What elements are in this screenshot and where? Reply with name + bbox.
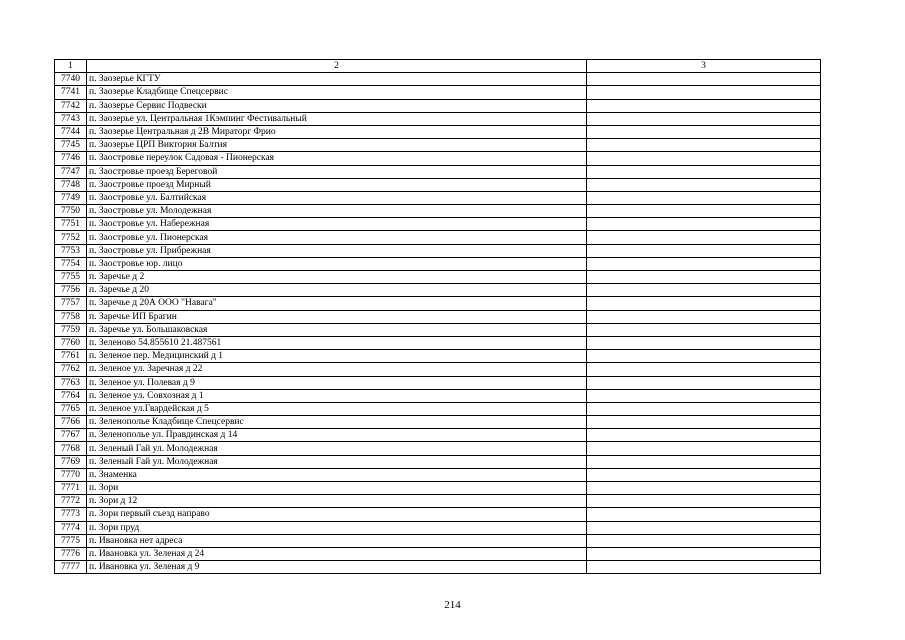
note-cell: [587, 86, 821, 99]
table-row: [55, 455, 821, 468]
row-number-cell: 7755: [55, 271, 87, 284]
address-cell: п. Зори первый съезд направо: [87, 508, 587, 521]
table-row: [55, 495, 821, 508]
table-row: [55, 534, 821, 547]
note-cell: [587, 218, 821, 231]
note-cell: [587, 416, 821, 429]
table-row: [55, 257, 821, 270]
row-number-cell: 7767: [55, 429, 87, 442]
table-row: [55, 561, 821, 574]
row-number-cell: 7757: [55, 297, 87, 310]
address-cell: п. Заостровье ул. Прибрежная: [87, 244, 587, 257]
address-cell: п. Зеленый Гай ул. Молодежная: [87, 442, 587, 455]
note-cell: [587, 244, 821, 257]
row-number-cell: 7760: [55, 336, 87, 349]
address-cell: п. Ивановка нет адреса: [87, 534, 587, 547]
table-row: [55, 218, 821, 231]
table-row: [55, 73, 821, 86]
row-number-cell: 7752: [55, 231, 87, 244]
note-cell: [587, 336, 821, 349]
table-row: [55, 547, 821, 560]
table-row: [55, 205, 821, 218]
address-cell: п. Зеленое пер. Медицинский д 1: [87, 350, 587, 363]
note-cell: [587, 139, 821, 152]
row-number-cell: 7770: [55, 468, 87, 481]
row-number-cell: 7756: [55, 284, 87, 297]
note-cell: [587, 350, 821, 363]
row-number-cell: 7768: [55, 442, 87, 455]
table-row: [55, 139, 821, 152]
column-header-2: 2: [87, 60, 587, 73]
note-cell: [587, 310, 821, 323]
table-row: [55, 165, 821, 178]
table-row: [55, 508, 821, 521]
row-number-cell: 7773: [55, 508, 87, 521]
address-cell: п. Заречье ул. Большаковская: [87, 323, 587, 336]
address-cell: п. Зеленово 54.855610 21.487561: [87, 336, 587, 349]
row-number-cell: 7772: [55, 495, 87, 508]
row-number-cell: 7754: [55, 257, 87, 270]
note-cell: [587, 455, 821, 468]
row-number-cell: 7753: [55, 244, 87, 257]
note-cell: [587, 99, 821, 112]
table-row: [55, 112, 821, 125]
address-cell: п. Зеленый Гай ул. Молодежная: [87, 455, 587, 468]
address-table: [54, 59, 821, 574]
row-number-cell: 7749: [55, 191, 87, 204]
row-number-cell: 7746: [55, 152, 87, 165]
column-header-3: 3: [587, 60, 821, 73]
note-cell: [587, 257, 821, 270]
note-cell: [587, 376, 821, 389]
table-row: [55, 231, 821, 244]
address-cell: п. Заостровье ул. Балтийская: [87, 191, 587, 204]
address-cell: п. Заостровье ул. Молодежная: [87, 205, 587, 218]
note-cell: [587, 363, 821, 376]
row-number-cell: 7771: [55, 482, 87, 495]
note-cell: [587, 178, 821, 191]
note-cell: [587, 284, 821, 297]
note-cell: [587, 495, 821, 508]
row-number-cell: 7741: [55, 86, 87, 99]
row-number-cell: 7758: [55, 310, 87, 323]
table-row: [55, 323, 821, 336]
table-row: [55, 363, 821, 376]
table-row: [55, 310, 821, 323]
row-number-cell: 7742: [55, 99, 87, 112]
table-row: [55, 271, 821, 284]
row-number-cell: 7759: [55, 323, 87, 336]
note-cell: [587, 125, 821, 138]
address-cell: п. Заречье ИП Брагин: [87, 310, 587, 323]
note-cell: [587, 468, 821, 481]
table-row: [55, 86, 821, 99]
address-cell: п. Зеленое ул.Гвардейская д 5: [87, 402, 587, 415]
address-cell: п. Зеленополье ул. Правдинская д 14: [87, 429, 587, 442]
table-row: [55, 297, 821, 310]
column-header-1: 1: [55, 60, 87, 73]
note-cell: [587, 73, 821, 86]
address-cell: п. Заостровье ул. Пионерская: [87, 231, 587, 244]
table-row: [55, 99, 821, 112]
row-number-cell: 7747: [55, 165, 87, 178]
table-row: [55, 350, 821, 363]
note-cell: [587, 402, 821, 415]
note-cell: [587, 323, 821, 336]
note-cell: [587, 165, 821, 178]
row-number-cell: 7769: [55, 455, 87, 468]
address-cell: п. Знаменка: [87, 468, 587, 481]
address-cell: п. Заозерье Сервис Подвески: [87, 99, 587, 112]
address-cell: п. Заостровье проезд Береговой: [87, 165, 587, 178]
row-number-cell: 7761: [55, 350, 87, 363]
table-row: [55, 482, 821, 495]
address-cell: п. Ивановка ул. Зеленая д 24: [87, 547, 587, 560]
address-cell: п. Зори пруд: [87, 521, 587, 534]
row-number-cell: 7745: [55, 139, 87, 152]
note-cell: [587, 389, 821, 402]
address-cell: п. Заостровье ул. Набережная: [87, 218, 587, 231]
address-cell: п. Зеленое ул. Совхозная д 1: [87, 389, 587, 402]
note-cell: [587, 508, 821, 521]
note-cell: [587, 482, 821, 495]
table-row: [55, 336, 821, 349]
table-row: [55, 284, 821, 297]
row-number-cell: 7764: [55, 389, 87, 402]
table-header-row: [55, 60, 821, 73]
row-number-cell: 7750: [55, 205, 87, 218]
address-cell: п. Зеленополье Кладбище Спецсервис: [87, 416, 587, 429]
address-cell: п. Заостровье юр. лицо: [87, 257, 587, 270]
row-number-cell: 7774: [55, 521, 87, 534]
address-cell: п. Заозерье Кладбище Спецсервис: [87, 86, 587, 99]
page-number: 214: [444, 599, 461, 611]
row-number-cell: 7744: [55, 125, 87, 138]
note-cell: [587, 191, 821, 204]
table-body: [55, 73, 821, 574]
address-cell: п. Зеленое ул. Полевая д 9: [87, 376, 587, 389]
table-row: [55, 389, 821, 402]
note-cell: [587, 521, 821, 534]
note-cell: [587, 152, 821, 165]
note-cell: [587, 205, 821, 218]
address-cell: п. Заречье д 20А ООО "Навага": [87, 297, 587, 310]
row-number-cell: 7740: [55, 73, 87, 86]
row-number-cell: 7777: [55, 561, 87, 574]
table-row: [55, 125, 821, 138]
address-cell: п. Заозерье Центральная д 2В Мираторг Фрио: [87, 125, 587, 138]
table-row: [55, 402, 821, 415]
address-cell: п. Зори: [87, 482, 587, 495]
table-row: [55, 244, 821, 257]
row-number-cell: 7762: [55, 363, 87, 376]
row-number-cell: 7775: [55, 534, 87, 547]
row-number-cell: 7766: [55, 416, 87, 429]
row-number-cell: 7751: [55, 218, 87, 231]
table-row: [55, 416, 821, 429]
address-cell: п. Зори д 12: [87, 495, 587, 508]
table-row: [55, 429, 821, 442]
note-cell: [587, 547, 821, 560]
table-row: [55, 468, 821, 481]
table-row: [55, 376, 821, 389]
row-number-cell: 7776: [55, 547, 87, 560]
address-cell: п. Заозерье ул. Центральная 1Кэмпинг Фестивальный: [87, 112, 587, 125]
address-cell: п. Заречье д 20: [87, 284, 587, 297]
table-row: [55, 152, 821, 165]
table-row: [55, 521, 821, 534]
address-cell: п. Заостровье переулок Садовая - Пионерская: [87, 152, 587, 165]
note-cell: [587, 271, 821, 284]
address-cell: п. Заостровье проезд Мирный: [87, 178, 587, 191]
note-cell: [587, 561, 821, 574]
row-number-cell: 7763: [55, 376, 87, 389]
note-cell: [587, 231, 821, 244]
address-cell: п. Заозерье КГТУ: [87, 73, 587, 86]
address-cell: п. Ивановка ул. Зеленая д 9: [87, 561, 587, 574]
row-number-cell: 7765: [55, 402, 87, 415]
note-cell: [587, 442, 821, 455]
note-cell: [587, 297, 821, 310]
table-row: [55, 442, 821, 455]
address-cell: п. Заречье д 2: [87, 271, 587, 284]
table-row: [55, 178, 821, 191]
address-cell: п. Заозерье ЦРП Виктория Балтия: [87, 139, 587, 152]
row-number-cell: 7748: [55, 178, 87, 191]
note-cell: [587, 112, 821, 125]
table-row: [55, 191, 821, 204]
note-cell: [587, 429, 821, 442]
address-cell: п. Зеленое ул. Заречная д 22: [87, 363, 587, 376]
row-number-cell: 7743: [55, 112, 87, 125]
note-cell: [587, 534, 821, 547]
